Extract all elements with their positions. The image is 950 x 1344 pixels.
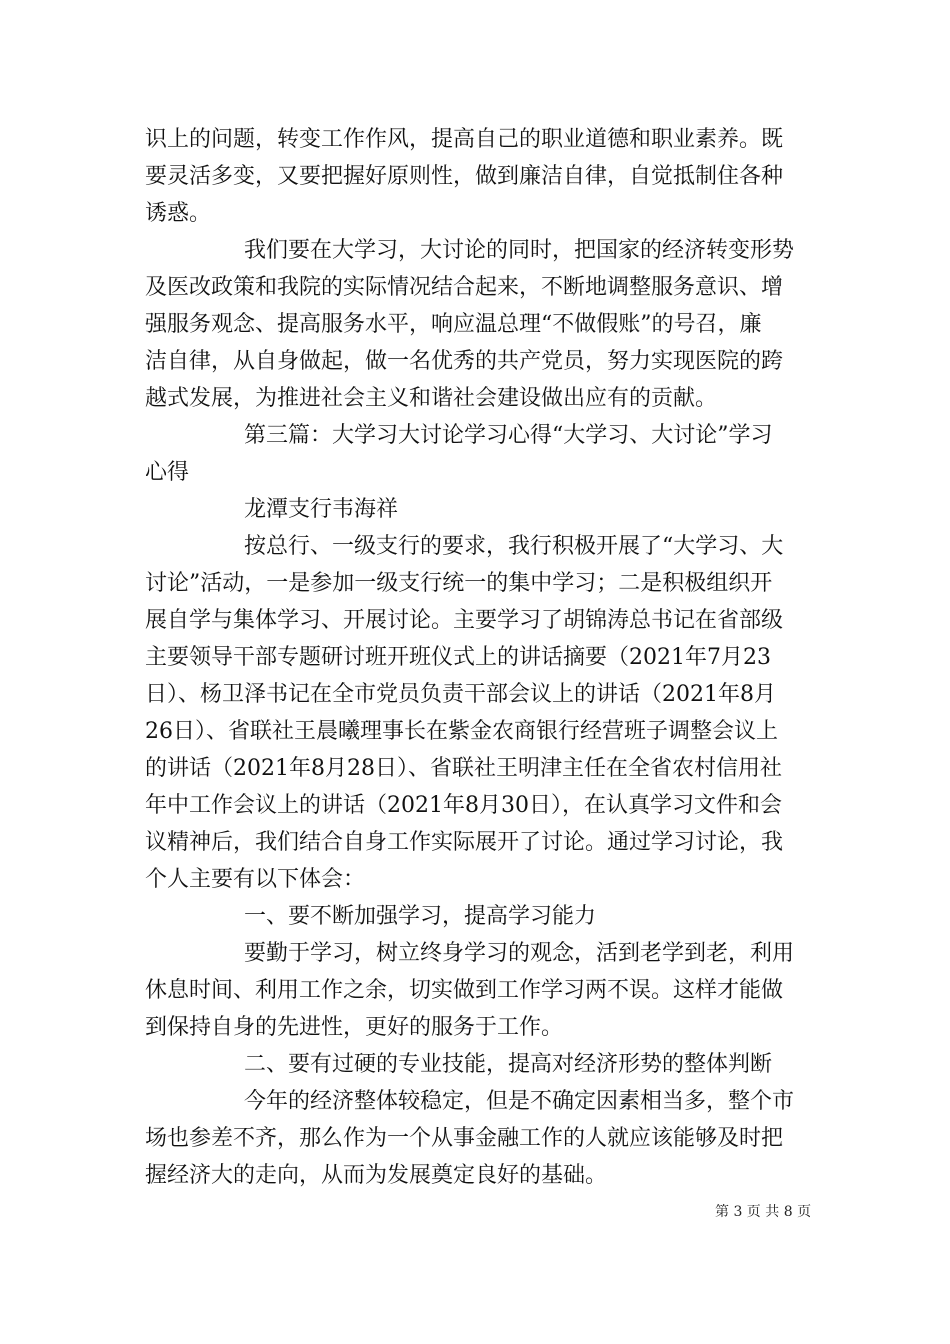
text-line: 洁自律，从自身做起，做一名优秀的共产党员，努力实现医院的跨: [145, 349, 784, 374]
text-line: 休息时间、利用工作之余，切实做到工作学习两不误。这样才能做: [145, 978, 784, 1003]
text-line: 握经济大的走向，从而为发展奠定良好的基础。: [145, 1163, 608, 1188]
section-heading: 第三篇：大学习大讨论学习心得“大学习、大讨论”学习: [244, 423, 773, 448]
page-number: 第 3 页 共 8 页: [715, 1204, 812, 1220]
text-line: 按总行、一级支行的要求，我行积极开展了“大学习、大: [244, 534, 784, 559]
text-line: 识上的问题，转变工作作风，提高自己的职业道德和职业素养。既: [145, 127, 784, 152]
text-line: 强服务观念、提高服务水平，响应温总理“不做假账”的号召，廉: [145, 312, 762, 337]
text-line: 的讲话（2021年8月28日）、省联社王明津主任在全省农村信用社: [145, 756, 782, 781]
text-line: 我们要在大学习，大讨论的同时，把国家的经济转变形势: [244, 238, 795, 263]
text-line: 到保持自身的先进性，更好的服务于工作。: [145, 1015, 564, 1040]
text-line: 及医改政策和我院的实际情况结合起来，不断地调整服务意识、增: [145, 275, 784, 300]
text-line: 场也参差不齐，那么作为一个从事金融工作的人就应该能够及时把: [145, 1126, 784, 1151]
text-line: 诱惑。: [145, 201, 212, 226]
author-line: 龙潭支行韦海祥: [244, 497, 399, 522]
text-line: 年中工作会议上的讲话（2021年8月30日），在认真学习文件和会: [145, 793, 782, 818]
text-line: 今年的经济整体较稳定，但是不确定因素相当多，整个市: [244, 1089, 795, 1114]
subheading: 二、要有过硬的专业技能，提高对经济形势的整体判断: [244, 1052, 773, 1077]
text-line: 展自学与集体学习、开展讨论。主要学习了胡锦涛总书记在省部级: [145, 608, 784, 633]
text-line: 26日）、省联社王晨曦理事长在紫金农商银行经营班子调整会议上: [145, 719, 778, 744]
text-line: 日）、杨卫泽书记在全市党员负责干部会议上的讲话（2021年8月: [145, 682, 776, 707]
section-heading: 心得: [145, 460, 190, 485]
text-line: 要灵活多变，又要把握好原则性，做到廉洁自律，自觉抵制住各种: [145, 164, 784, 189]
text-line: 个人主要有以下体会：: [145, 867, 366, 892]
text-line: 要勤于学习，树立终身学习的观念，活到老学到老，利用: [244, 941, 795, 966]
text-line: 议精神后，我们结合自身工作实际展开了讨论。通过学习讨论，我: [145, 830, 784, 855]
text-line: 越式发展，为推进社会主义和谐社会建设做出应有的贡献。: [145, 386, 718, 411]
subheading: 一、要不断加强学习，提高学习能力: [244, 904, 597, 929]
text-line: 主要领导干部专题研讨班开班仪式上的讲话摘要（2021年7月23: [145, 645, 771, 670]
text-line: 讨论”活动，一是参加一级支行统一的集中学习；二是积极组织开: [145, 571, 773, 596]
